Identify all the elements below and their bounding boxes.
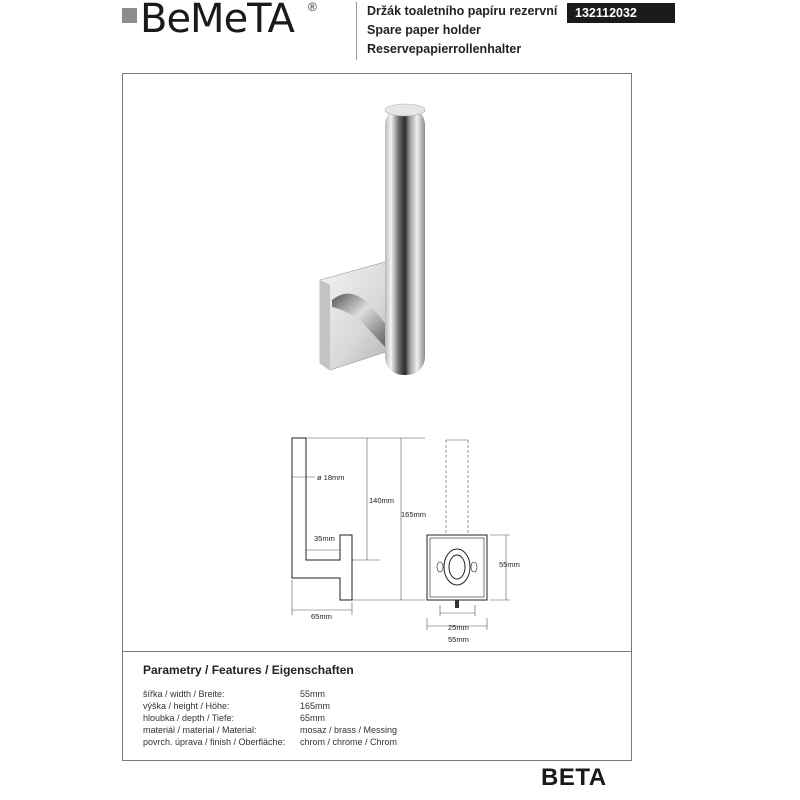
param-label-finish: povrch. úprava / finish / Oberfläche: <box>143 737 286 747</box>
dim-25: 25mm <box>448 623 469 632</box>
param-label-material: materiál / material / Material: <box>143 725 257 735</box>
param-value-width: 55mm <box>300 689 326 699</box>
logo-square-icon <box>122 8 137 23</box>
registered-mark: ® <box>308 0 317 14</box>
technical-drawing <box>270 430 550 650</box>
header-separator <box>356 2 357 60</box>
param-label-width: šířka / width / Breite: <box>143 689 225 699</box>
param-label-height: výška / height / Höhe: <box>143 701 230 711</box>
product-name-en: Spare paper holder <box>367 23 481 37</box>
series-name: BETA <box>541 764 607 791</box>
param-value-material: mosaz / brass / Messing <box>300 725 398 735</box>
dim-55-width: 55mm <box>448 635 469 644</box>
param-value-height: 165mm <box>300 701 331 711</box>
frame-divider <box>123 651 631 652</box>
dim-55-height: 55mm <box>499 560 520 569</box>
dim-65: 65mm <box>311 612 332 621</box>
brand-logo: BeMeTA <box>140 0 294 42</box>
dim-35: 35mm <box>314 534 335 543</box>
product-photo <box>300 95 460 395</box>
product-name-cz: Držák toaletního papíru rezervní <box>367 4 558 18</box>
dim-diameter: ø 18mm <box>317 473 345 482</box>
params-title: Parametry / Features / Eigenschaften <box>143 663 354 677</box>
param-label-depth: hloubka / depth / Tiefe: <box>143 713 235 723</box>
param-value-depth: 65mm <box>300 713 326 723</box>
dim-140: 140mm <box>369 496 395 505</box>
product-name-de: Reservepapierrollenhalter <box>367 42 522 56</box>
product-code-badge: 132112032 <box>567 3 675 23</box>
dim-165: 165mm <box>401 510 427 519</box>
param-value-finish: chrom / chrome / Chrom <box>300 737 398 747</box>
